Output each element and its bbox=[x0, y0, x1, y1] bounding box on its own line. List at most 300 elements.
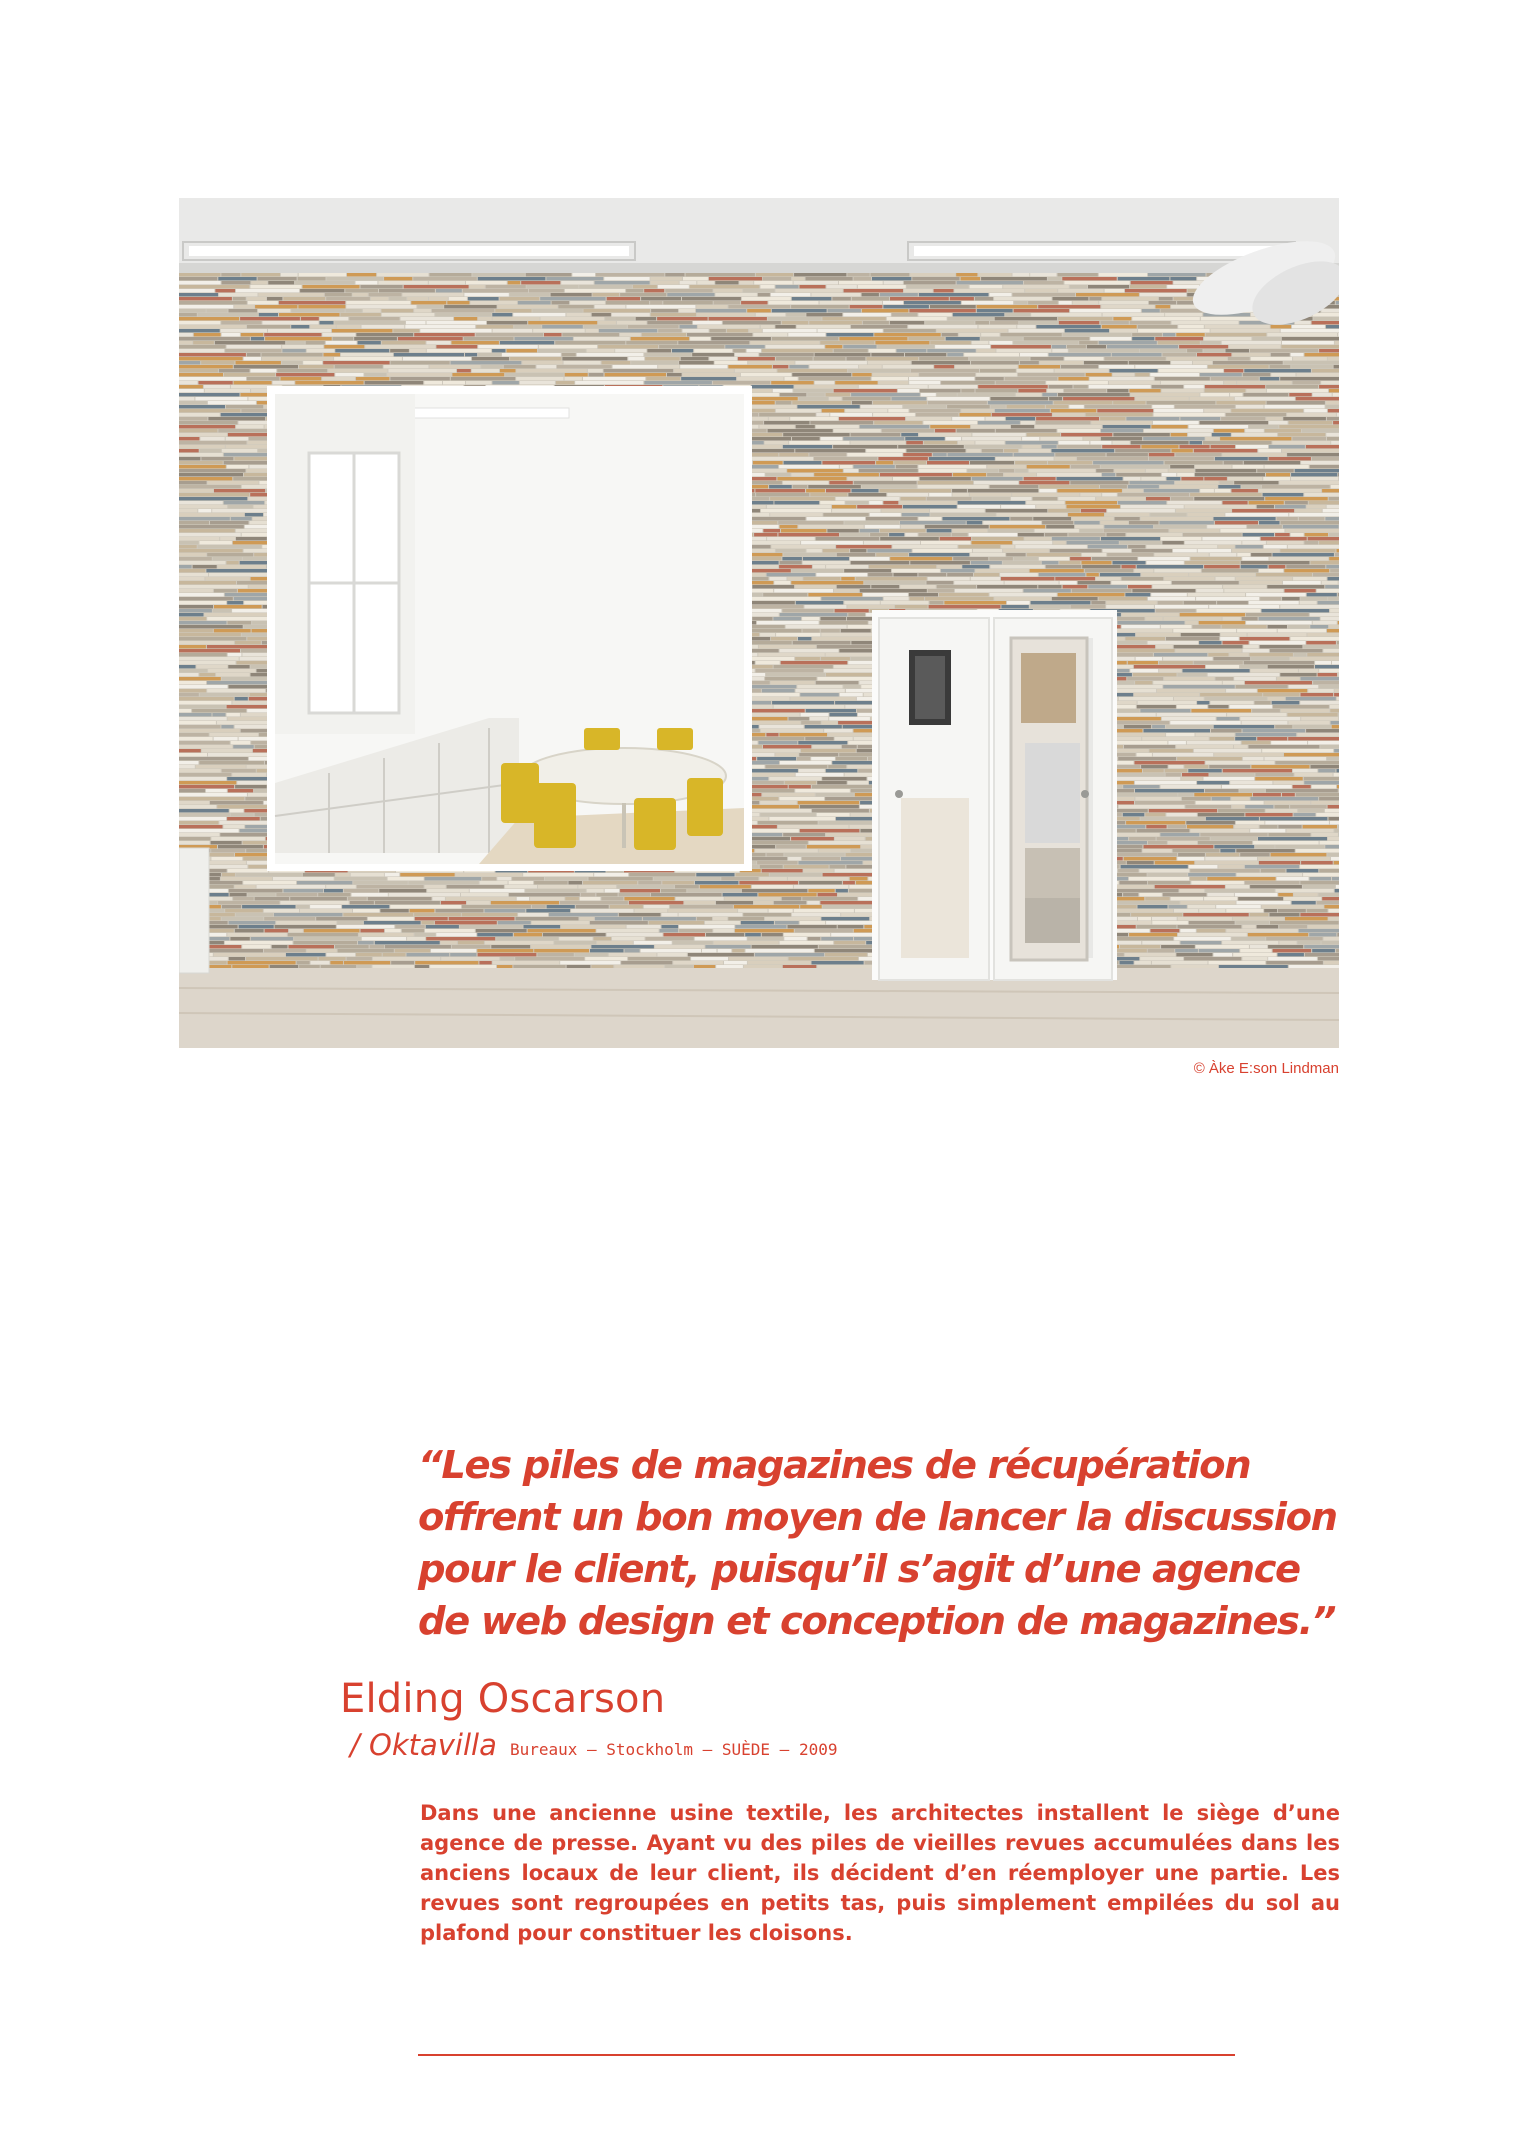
magazine-spine bbox=[1269, 421, 1288, 424]
magazine-spine bbox=[976, 373, 1017, 376]
magazine-spine bbox=[1223, 453, 1287, 456]
magazine-spine bbox=[1329, 389, 1339, 392]
magazine-spine bbox=[1062, 277, 1116, 280]
magazine-spine bbox=[301, 317, 319, 320]
magazine-spine bbox=[179, 821, 218, 824]
magazine-spine bbox=[1151, 425, 1187, 428]
magazine-spine bbox=[436, 909, 484, 912]
magazine-spine bbox=[1266, 385, 1318, 388]
magazine-spine bbox=[1327, 853, 1339, 856]
magazine-spine bbox=[1124, 725, 1151, 728]
magazine-spine bbox=[1118, 869, 1138, 872]
magazine-spine bbox=[602, 361, 631, 364]
magazine-spine bbox=[893, 477, 919, 480]
magazine-spine bbox=[791, 473, 813, 476]
magazine-spine bbox=[179, 793, 247, 796]
magazine-spine bbox=[773, 617, 801, 620]
magazine-spine bbox=[1170, 465, 1194, 468]
magazine-spine bbox=[491, 901, 559, 904]
magazine-spine bbox=[179, 641, 234, 644]
magazine-spine bbox=[769, 417, 789, 420]
magazine-spine bbox=[179, 273, 220, 276]
magazine-spine bbox=[558, 305, 593, 308]
magazine-spine bbox=[1326, 325, 1339, 328]
magazine-spine bbox=[908, 325, 977, 328]
magazine-spine bbox=[1244, 661, 1314, 664]
magazine-spine bbox=[227, 933, 286, 936]
magazine-spine bbox=[749, 329, 762, 332]
magazine-spine bbox=[846, 853, 873, 856]
magazine-spine bbox=[179, 393, 240, 396]
magazine-spine bbox=[1186, 621, 1198, 624]
magazine-spine bbox=[1204, 477, 1227, 480]
magazine-spine bbox=[1210, 737, 1235, 740]
magazine-spine bbox=[1141, 817, 1205, 820]
magazine-spine bbox=[733, 349, 745, 352]
magazine-spine bbox=[854, 465, 895, 468]
magazine-spine bbox=[347, 957, 372, 960]
magazine-spine bbox=[1289, 393, 1311, 396]
magazine-spine bbox=[1107, 793, 1177, 796]
magazine-spine bbox=[842, 745, 857, 748]
magazine-spine bbox=[918, 481, 973, 484]
magazine-spine bbox=[1141, 517, 1213, 520]
magazine-spine bbox=[1020, 361, 1039, 364]
magazine-spine bbox=[1053, 541, 1065, 544]
magazine-spine bbox=[365, 381, 424, 384]
magazine-spine bbox=[298, 277, 326, 280]
magazine-spine bbox=[584, 325, 627, 328]
magazine-spine bbox=[1102, 473, 1115, 476]
magazine-spine bbox=[990, 593, 1057, 596]
magazine-spine bbox=[344, 961, 390, 964]
magazine-spine bbox=[921, 393, 936, 396]
magazine-spine bbox=[787, 469, 843, 472]
magazine-spine bbox=[1058, 289, 1103, 292]
magazine-spine bbox=[1232, 509, 1294, 512]
magazine-spine bbox=[1117, 917, 1137, 920]
magazine-spine bbox=[247, 353, 261, 356]
magazine-spine bbox=[337, 925, 395, 928]
magazine-spine bbox=[1140, 957, 1183, 960]
magazine-spine bbox=[1323, 649, 1339, 652]
magazine-spine bbox=[595, 917, 642, 920]
magazine-spine bbox=[1215, 489, 1231, 492]
magazine-spine bbox=[1271, 373, 1295, 376]
magazine-spine bbox=[268, 281, 294, 284]
magazine-spine bbox=[208, 669, 256, 672]
magazine-spine bbox=[1285, 529, 1339, 532]
magazine-spine bbox=[1236, 921, 1270, 924]
magazine-spine bbox=[532, 921, 589, 924]
magazine-spine bbox=[546, 277, 603, 280]
magazine-spine bbox=[725, 345, 764, 348]
magazine-spine bbox=[784, 937, 806, 940]
magazine-spine bbox=[758, 653, 824, 656]
magazine-spine bbox=[224, 825, 245, 828]
magazine-spine bbox=[775, 325, 795, 328]
magazine-spine bbox=[771, 381, 814, 384]
magazine-spine bbox=[598, 321, 616, 324]
magazine-spine bbox=[844, 469, 858, 472]
magazine-spine bbox=[279, 301, 345, 304]
magazine-spine bbox=[248, 301, 278, 304]
magazine-spine bbox=[1060, 581, 1077, 584]
magazine-spine bbox=[1200, 693, 1262, 696]
magazine-spine bbox=[235, 697, 248, 700]
magazine-spine bbox=[1175, 453, 1221, 456]
magazine-spine bbox=[784, 933, 830, 936]
magazine-spine bbox=[1280, 605, 1339, 608]
magazine-spine bbox=[1120, 881, 1148, 884]
magazine-spine bbox=[697, 917, 712, 920]
magazine-spine bbox=[1324, 961, 1339, 964]
magazine-spine bbox=[435, 921, 497, 924]
magazine-spine bbox=[1019, 365, 1060, 368]
magazine-spine bbox=[991, 405, 1006, 408]
magazine-spine bbox=[903, 453, 932, 456]
magazine-spine bbox=[824, 729, 852, 732]
magazine-spine bbox=[179, 553, 206, 556]
magazine-spine bbox=[1273, 949, 1312, 952]
magazine-spine bbox=[1232, 433, 1277, 436]
magazine-spine bbox=[992, 413, 1052, 416]
magazine-spine bbox=[179, 297, 232, 300]
magazine-spine bbox=[1218, 545, 1234, 548]
magazine-spine bbox=[798, 637, 811, 640]
magazine-spine bbox=[1279, 941, 1296, 944]
magazine-spine bbox=[1030, 569, 1084, 572]
magazine-spine bbox=[1206, 761, 1275, 764]
magazine-spine bbox=[382, 341, 426, 344]
magazine-spine bbox=[441, 941, 457, 944]
magazine-spine bbox=[451, 377, 516, 380]
magazine-spine bbox=[533, 309, 583, 312]
magazine-spine bbox=[1241, 485, 1261, 488]
magazine-spine bbox=[365, 345, 435, 348]
magazine-spine bbox=[1181, 633, 1220, 636]
magazine-spine bbox=[1174, 937, 1231, 940]
magazine-spine bbox=[1144, 729, 1211, 732]
magazine-spine bbox=[410, 909, 435, 912]
magazine-spine bbox=[919, 533, 951, 536]
magazine-spine bbox=[801, 749, 856, 752]
magazine-spine bbox=[219, 821, 273, 824]
magazine-spine bbox=[231, 517, 252, 520]
magazine-spine bbox=[806, 313, 842, 316]
magazine-spine bbox=[1271, 741, 1307, 744]
magazine-spine bbox=[380, 909, 408, 912]
magazine-spine bbox=[1307, 909, 1328, 912]
magazine-spine bbox=[1142, 737, 1209, 740]
magazine-spine bbox=[796, 601, 844, 604]
magazine-spine bbox=[590, 949, 624, 952]
magazine-spine bbox=[1033, 497, 1058, 500]
magazine-spine bbox=[234, 381, 272, 384]
magazine-spine bbox=[1328, 805, 1339, 808]
magazine-spine bbox=[1209, 961, 1266, 964]
magazine-spine bbox=[789, 717, 810, 720]
magazine-spine bbox=[464, 293, 508, 296]
magazine-spine bbox=[792, 569, 843, 572]
magazine-spine bbox=[803, 557, 849, 560]
magazine-spine bbox=[976, 569, 1029, 572]
magazine-spine bbox=[820, 901, 876, 904]
magazine-spine bbox=[544, 333, 562, 336]
magazine-spine bbox=[924, 441, 957, 444]
magazine-spine bbox=[783, 433, 849, 436]
magazine-spine bbox=[1328, 577, 1340, 580]
magazine-spine bbox=[195, 397, 247, 400]
magazine-spine bbox=[817, 413, 830, 416]
magazine-spine bbox=[1185, 541, 1242, 544]
magazine-spine bbox=[680, 325, 697, 328]
magazine-spine bbox=[1171, 361, 1192, 364]
magazine-spine bbox=[798, 801, 859, 804]
magazine-spine bbox=[830, 413, 872, 416]
magazine-spine bbox=[1220, 637, 1239, 640]
magazine-spine bbox=[792, 437, 820, 440]
magazine-spine bbox=[987, 465, 1025, 468]
magazine-spine bbox=[1327, 505, 1339, 508]
magazine-spine bbox=[1055, 577, 1095, 580]
magazine-spine bbox=[1270, 921, 1339, 924]
magazine-spine bbox=[577, 353, 644, 356]
magazine-spine bbox=[890, 321, 924, 324]
magazine-spine bbox=[1318, 601, 1339, 604]
magazine-spine bbox=[1107, 389, 1128, 392]
magazine-spine bbox=[1250, 349, 1318, 352]
magazine-spine bbox=[251, 369, 277, 372]
magazine-spine bbox=[470, 889, 525, 892]
magazine-spine bbox=[748, 961, 811, 964]
magazine-spine bbox=[642, 333, 686, 336]
magazine-spine bbox=[300, 289, 344, 292]
magazine-spine bbox=[235, 641, 261, 644]
magazine-spine bbox=[1218, 485, 1240, 488]
magazine-spine bbox=[179, 745, 232, 748]
magazine-spine bbox=[291, 325, 309, 328]
magazine-spine bbox=[1058, 393, 1130, 396]
magazine-spine bbox=[776, 845, 806, 848]
magazine-spine bbox=[670, 905, 733, 908]
magazine-spine bbox=[741, 921, 774, 924]
magazine-spine bbox=[332, 329, 392, 332]
magazine-spine bbox=[989, 341, 1012, 344]
magazine-spine bbox=[384, 277, 412, 280]
magazine-spine bbox=[658, 365, 679, 368]
magazine-spine bbox=[222, 333, 240, 336]
magazine-spine bbox=[710, 329, 726, 332]
magazine-spine bbox=[1138, 905, 1168, 908]
magazine-spine bbox=[232, 773, 266, 776]
magazine-spine bbox=[841, 629, 871, 632]
magazine-spine bbox=[1131, 441, 1189, 444]
magazine-spine bbox=[605, 889, 619, 892]
magazine-spine bbox=[371, 297, 388, 300]
magazine-spine bbox=[759, 425, 794, 428]
magazine-spine bbox=[1324, 937, 1339, 940]
magazine-spine bbox=[1322, 897, 1339, 900]
magazine-spine bbox=[1162, 717, 1216, 720]
magazine-spine bbox=[930, 305, 976, 308]
magazine-spine bbox=[1138, 917, 1151, 920]
magazine-spine bbox=[1077, 457, 1148, 460]
magazine-spine bbox=[757, 757, 796, 760]
magazine-spine bbox=[1123, 893, 1138, 896]
magazine-spine bbox=[688, 953, 754, 956]
magazine-spine bbox=[1293, 785, 1311, 788]
magazine-spine bbox=[587, 889, 604, 892]
magazine-spine bbox=[799, 753, 838, 756]
magazine-spine bbox=[492, 313, 512, 316]
magazine-spine bbox=[471, 301, 517, 304]
magazine-spine bbox=[179, 817, 226, 820]
magazine-spine bbox=[1289, 685, 1318, 688]
magazine-spine bbox=[1112, 353, 1162, 356]
magazine-spine bbox=[742, 297, 791, 300]
magazine-spine bbox=[878, 457, 928, 460]
magazine-spine bbox=[752, 885, 793, 888]
magazine-spine bbox=[1102, 325, 1137, 328]
magazine-spine bbox=[729, 957, 787, 960]
magazine-spine bbox=[1035, 425, 1102, 428]
magazine-spine bbox=[458, 941, 484, 944]
magazine-spine bbox=[235, 785, 267, 788]
magazine-spine bbox=[1338, 621, 1339, 624]
magazine-spine bbox=[322, 377, 355, 380]
magazine-spine bbox=[1155, 337, 1203, 340]
magazine-spine bbox=[863, 593, 908, 596]
magazine-spine bbox=[1208, 673, 1280, 676]
magazine-spine bbox=[816, 425, 859, 428]
magazine-spine bbox=[179, 673, 198, 676]
magazine-spine bbox=[299, 965, 320, 968]
magazine-spine bbox=[788, 857, 801, 860]
magazine-spine bbox=[822, 461, 875, 464]
magazine-spine bbox=[1181, 901, 1236, 904]
magazine-spine bbox=[715, 281, 738, 284]
magazine-spine bbox=[1223, 617, 1241, 620]
magazine-spine bbox=[467, 901, 490, 904]
magazine-spine bbox=[1187, 349, 1202, 352]
magazine-spine bbox=[846, 501, 869, 504]
magazine-spine bbox=[385, 929, 401, 932]
magazine-spine bbox=[884, 329, 936, 332]
magazine-spine bbox=[872, 277, 911, 280]
magazine-spine bbox=[1304, 945, 1339, 948]
magazine-spine bbox=[1004, 449, 1018, 452]
magazine-spine bbox=[179, 609, 212, 612]
magazine-spine bbox=[902, 513, 930, 516]
magazine-spine bbox=[306, 341, 325, 344]
magazine-spine bbox=[288, 933, 358, 936]
magazine-spine bbox=[1049, 385, 1073, 388]
magazine-spine bbox=[1018, 533, 1044, 536]
magazine-spine bbox=[757, 861, 797, 864]
magazine-spine bbox=[1066, 501, 1118, 504]
magazine-spine bbox=[1246, 389, 1266, 392]
magazine-spine bbox=[1172, 321, 1239, 324]
magazine-spine bbox=[592, 313, 611, 316]
magazine-spine bbox=[179, 597, 233, 600]
magazine-spine bbox=[742, 889, 808, 892]
magazine-spine bbox=[390, 349, 409, 352]
magazine-spine bbox=[1024, 589, 1071, 592]
magazine-spine bbox=[485, 941, 553, 944]
magazine-spine bbox=[766, 765, 828, 768]
magazine-spine bbox=[295, 381, 363, 384]
magazine-spine bbox=[1171, 433, 1187, 436]
magazine-spine bbox=[1192, 625, 1220, 628]
magazine-spine bbox=[179, 381, 198, 384]
magazine-spine bbox=[532, 905, 546, 908]
magazine-spine bbox=[1132, 337, 1154, 340]
magazine-spine bbox=[800, 829, 860, 832]
magazine-spine bbox=[965, 445, 1022, 448]
magazine-spine bbox=[655, 945, 705, 948]
magazine-spine bbox=[778, 533, 839, 536]
magazine-spine bbox=[1135, 801, 1195, 804]
magazine-spine bbox=[1178, 933, 1247, 936]
magazine-spine bbox=[479, 961, 491, 964]
magazine-spine bbox=[225, 909, 263, 912]
magazine-spine bbox=[1074, 385, 1088, 388]
magazine-spine bbox=[1319, 349, 1339, 352]
magazine-spine bbox=[852, 489, 879, 492]
magazine-spine bbox=[1024, 477, 1056, 480]
magazine-spine bbox=[1317, 589, 1339, 592]
magazine-spine bbox=[1228, 477, 1262, 480]
magazine-spine bbox=[1148, 881, 1190, 884]
magazine-spine bbox=[1236, 405, 1264, 408]
magazine-spine bbox=[1161, 785, 1221, 788]
magazine-spine bbox=[179, 425, 235, 428]
magazine-spine bbox=[1105, 289, 1124, 292]
magazine-spine bbox=[1209, 765, 1250, 768]
magazine-spine bbox=[1166, 733, 1194, 736]
magazine-spine bbox=[1058, 445, 1102, 448]
magazine-spine bbox=[1088, 585, 1127, 588]
magazine-spine bbox=[1207, 877, 1275, 880]
magazine-spine bbox=[727, 329, 748, 332]
magazine-spine bbox=[651, 277, 682, 280]
magazine-spine bbox=[431, 949, 476, 952]
magazine-spine bbox=[226, 405, 263, 408]
magazine-spine bbox=[1283, 417, 1326, 420]
magazine-spine bbox=[1197, 609, 1261, 612]
magazine-spine bbox=[279, 313, 340, 316]
magazine-spine bbox=[848, 477, 892, 480]
magazine-spine bbox=[804, 869, 834, 872]
magazine-spine bbox=[1011, 425, 1034, 428]
magazine-spine bbox=[245, 513, 263, 516]
magazine-spine bbox=[1133, 673, 1177, 676]
magazine-spine bbox=[935, 345, 990, 348]
magazine-spine bbox=[840, 693, 863, 696]
magazine-spine bbox=[1199, 621, 1245, 624]
magazine-spine bbox=[1115, 449, 1170, 452]
magazine-spine bbox=[228, 433, 271, 436]
magazine-spine bbox=[1304, 781, 1339, 784]
magazine-spine bbox=[1267, 585, 1324, 588]
magazine-spine bbox=[619, 893, 651, 896]
magazine-spine bbox=[310, 325, 335, 328]
magazine-spine bbox=[967, 449, 981, 452]
magazine-spine bbox=[564, 361, 601, 364]
magazine-spine bbox=[295, 281, 354, 284]
magazine-spine bbox=[770, 577, 787, 580]
